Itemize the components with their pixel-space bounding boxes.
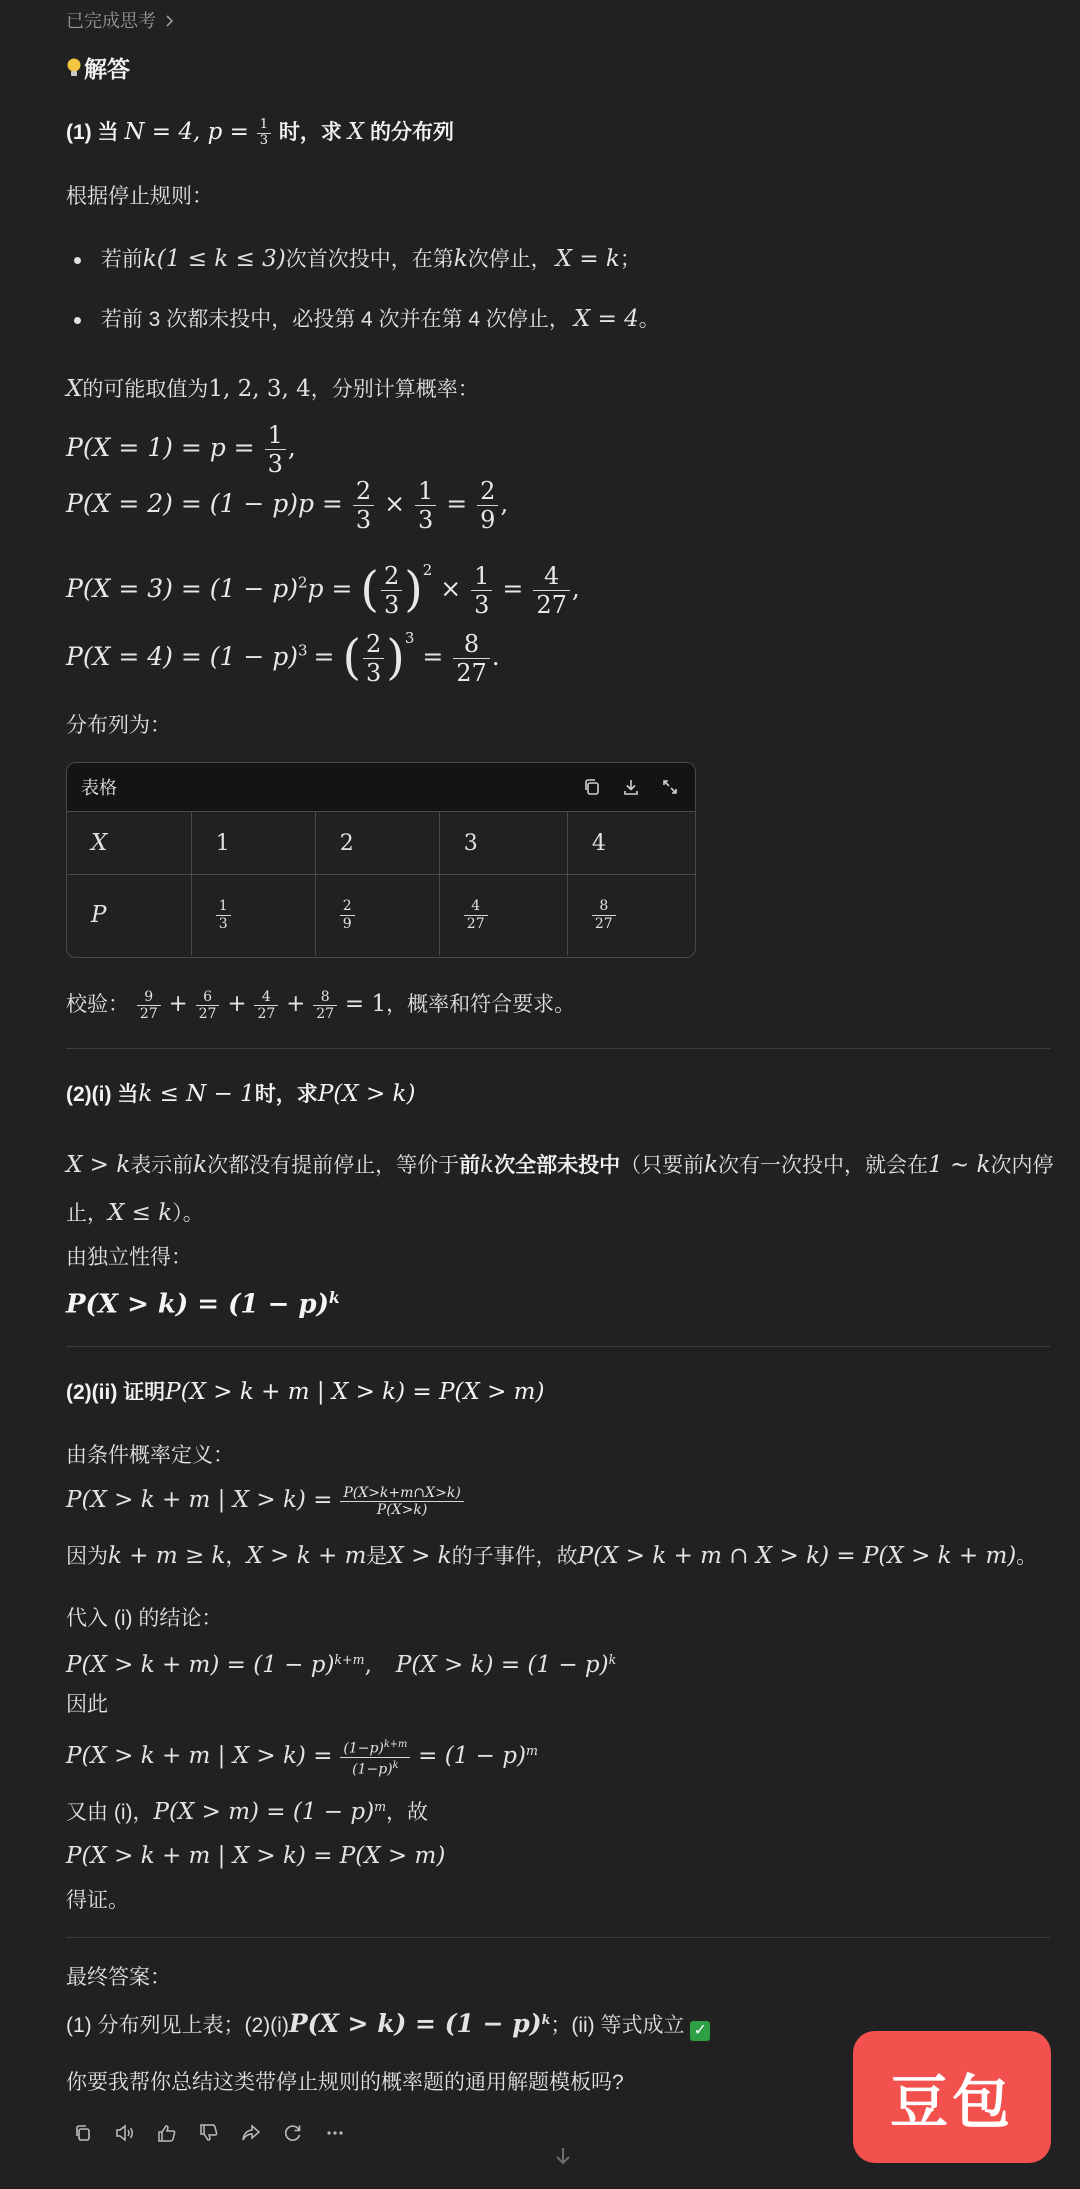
thumbs-up-icon[interactable] bbox=[156, 2122, 178, 2144]
sub-eq1: P(X > k + m) = (1 − p) bbox=[66, 1652, 335, 1678]
table-cell: 1 bbox=[191, 812, 315, 875]
final-equation bbox=[66, 1839, 445, 1874]
final-answer-line bbox=[66, 2003, 710, 2043]
fraction-den: 3 bbox=[257, 133, 271, 149]
check-prefix: 校验： bbox=[66, 993, 129, 1016]
check-line bbox=[66, 986, 575, 1023]
line1-range: 1 ∼ k bbox=[928, 1152, 991, 1178]
open-paren: ( bbox=[342, 630, 361, 686]
also-text-b: ，故 bbox=[386, 1801, 429, 1824]
because-text-c: 是 bbox=[366, 1545, 388, 1568]
eq4-end: . bbox=[491, 642, 500, 671]
part2i-heading-mid: 时，求 bbox=[254, 1083, 318, 1106]
because-eq2: X > k + m bbox=[246, 1543, 367, 1569]
ratio-den-base: (1−p) bbox=[352, 1761, 393, 1778]
eq3-end: , bbox=[571, 574, 580, 603]
fraction-num: 8 bbox=[463, 630, 480, 658]
equation-p2 bbox=[66, 474, 508, 534]
sub-exp2: k bbox=[608, 1652, 617, 1667]
answer-title bbox=[66, 54, 130, 86]
table-cell bbox=[315, 875, 439, 956]
final-part2: ；(ii) 等式成立 bbox=[550, 2014, 685, 2037]
ratio-lhs: P(X > k + m | X > k) = bbox=[66, 1743, 333, 1769]
part2ii-heading-prefix: (2)(ii) 证明 bbox=[66, 1381, 166, 1404]
eq3-times: × bbox=[440, 574, 462, 603]
part1-heading-fraction bbox=[257, 118, 271, 149]
table-row-x bbox=[67, 812, 695, 875]
final-eq: P(X > k + m | X > k) = P(X > m) bbox=[66, 1843, 446, 1869]
eq4-mid: = bbox=[313, 642, 335, 671]
eq4-fraction-result bbox=[453, 630, 490, 687]
eq1-fraction bbox=[265, 421, 286, 478]
fraction-den: 3 bbox=[363, 658, 384, 687]
part2i-heading bbox=[66, 1078, 415, 1111]
bullet2-end: 。 bbox=[638, 308, 660, 331]
fraction-den: 3 bbox=[265, 449, 286, 478]
doubao-logo[interactable]: 豆包 bbox=[853, 2031, 1051, 2163]
line1-k2: k bbox=[704, 1152, 719, 1178]
fraction-num: 8 bbox=[599, 898, 609, 915]
plus-sign: + bbox=[286, 991, 306, 1017]
ratio-equation bbox=[66, 1728, 538, 1780]
values-var: X bbox=[66, 376, 83, 402]
download-icon[interactable] bbox=[620, 776, 642, 798]
expand-icon[interactable] bbox=[659, 776, 681, 798]
table-cell bbox=[191, 875, 315, 956]
also-eq: P(X > m) = (1 − p) bbox=[153, 1799, 375, 1825]
fraction-num: 1 bbox=[259, 116, 269, 132]
distribution-grid bbox=[67, 811, 695, 955]
fraction-num: 1 bbox=[218, 898, 228, 915]
table-cell: 2 bbox=[315, 812, 439, 875]
values-set: 1, 2, 3, 4 bbox=[208, 376, 311, 402]
ratio-exp: m bbox=[525, 1743, 538, 1758]
chevron-right-icon bbox=[165, 11, 175, 31]
part2i-heading-cond: k ≤ N − 1 bbox=[138, 1081, 255, 1107]
bullet1-text-c: 次停止， bbox=[467, 248, 552, 271]
ratio-num-exp: k+m bbox=[383, 1739, 408, 1751]
bullet1-range: (1 ≤ k ≤ 3) bbox=[156, 246, 286, 272]
divider bbox=[66, 1346, 1050, 1347]
also-exp: m bbox=[374, 1799, 387, 1814]
distribution-table bbox=[66, 762, 696, 958]
ratio-den-exp: k bbox=[392, 1759, 399, 1771]
bullet1-end: ； bbox=[619, 248, 641, 271]
values-text-c: ，分别计算概率： bbox=[310, 378, 479, 401]
bullet-item-2 bbox=[66, 304, 660, 335]
equation-p4 bbox=[66, 604, 500, 693]
fraction-num: 4 bbox=[471, 898, 481, 915]
also-line bbox=[66, 1790, 428, 1830]
part2i-heading-target: P(X > k) bbox=[317, 1081, 416, 1107]
followup-question: 你要我帮你总结这类带停止规则的概率题的通用解题模板吗? bbox=[66, 2071, 624, 2094]
part1-heading-suffix: 的分布列 bbox=[369, 121, 454, 144]
eq2-lhs: P(X = 2) = (1 − p)p = bbox=[66, 489, 343, 518]
open-paren: ( bbox=[360, 562, 379, 618]
part2ii-heading bbox=[66, 1376, 544, 1409]
sub-separator: , bbox=[364, 1652, 372, 1678]
bullet1-eq: X = k bbox=[555, 246, 620, 272]
table-row-p bbox=[67, 875, 695, 956]
fraction-den: 3 bbox=[381, 590, 402, 619]
also-text-a: 又由 (i)， bbox=[66, 1801, 154, 1824]
bullet-dot bbox=[74, 317, 81, 324]
fraction-den: 3 bbox=[353, 505, 374, 534]
line2-eq: X ≤ k bbox=[108, 1200, 173, 1226]
line1-text-f: 次内停 bbox=[990, 1154, 1054, 1177]
bullet-item-1 bbox=[66, 244, 641, 275]
eq4-power: 3 bbox=[404, 629, 415, 647]
check-fraction bbox=[313, 989, 337, 1022]
substitute-intro: 代入 (i) 的结论： bbox=[66, 1607, 223, 1630]
eq3-mid: p = bbox=[307, 574, 353, 603]
substitute-equation bbox=[66, 1642, 616, 1684]
because-eq: k + m ≥ k bbox=[108, 1543, 226, 1569]
fraction-num: 9 bbox=[144, 988, 154, 1005]
eq2-fraction-1 bbox=[353, 477, 374, 534]
fraction-num: 2 bbox=[383, 562, 400, 590]
share-icon[interactable] bbox=[240, 2122, 262, 2144]
fraction-num: 6 bbox=[203, 988, 213, 1005]
plus-sign: + bbox=[227, 991, 247, 1017]
fraction-den: 9 bbox=[477, 505, 498, 534]
check-mark-icon: ✓ bbox=[690, 2021, 710, 2041]
def-lhs: P(X > k + m | X > k) = bbox=[66, 1487, 333, 1513]
check-equals-one: = 1 bbox=[344, 991, 387, 1017]
qed: 得证。 bbox=[66, 1889, 129, 1912]
lightbulb-icon bbox=[66, 56, 82, 86]
rule-intro: 根据停止规则： bbox=[66, 185, 213, 208]
eq3-fraction-result bbox=[533, 562, 570, 619]
copy-icon[interactable] bbox=[581, 776, 603, 798]
eq1-lhs: P(X = 1) = p = bbox=[66, 433, 255, 462]
bullet1-k2: k bbox=[453, 246, 468, 272]
eq3-power: 2 bbox=[422, 561, 433, 579]
part1-heading-var: X bbox=[347, 119, 365, 145]
table-cell bbox=[567, 875, 695, 956]
table-cell: 4 bbox=[567, 812, 695, 875]
because-text-e: 。 bbox=[1016, 1545, 1038, 1568]
fraction-num: 1 bbox=[474, 562, 490, 590]
fraction-num: 4 bbox=[261, 988, 271, 1005]
answer-title-text: 解答 bbox=[84, 56, 130, 82]
because-line bbox=[66, 1539, 1037, 1574]
part2ii-heading-eq: P(X > k + m | X > k) = P(X > m) bbox=[165, 1379, 545, 1405]
table-cell bbox=[439, 875, 567, 956]
fraction-den: 27 bbox=[196, 1005, 220, 1022]
fraction-den: 27 bbox=[464, 915, 488, 932]
eq2-equals: = bbox=[446, 489, 468, 518]
dist-intro: 分布列为： bbox=[66, 714, 171, 737]
because-eq4: P(X > k + m ∩ X > k) = P(X > k + m) bbox=[577, 1543, 1017, 1569]
fraction-den: 9 bbox=[340, 915, 355, 932]
values-intro bbox=[66, 374, 479, 405]
because-text-a: 因为 bbox=[66, 1545, 108, 1568]
table-cell: 3 bbox=[439, 812, 567, 875]
eq3-equals: = bbox=[502, 574, 524, 603]
line1-text-d: （只要前 bbox=[620, 1154, 705, 1177]
because-eq3: X > k bbox=[387, 1543, 452, 1569]
independence-intro: 由独立性得： bbox=[66, 1246, 192, 1269]
eq2-end: , bbox=[500, 489, 509, 518]
fraction-den: 27 bbox=[592, 915, 616, 932]
close-paren: ) bbox=[404, 562, 423, 618]
thinking-status[interactable] bbox=[66, 6, 175, 36]
eq4-fraction-base bbox=[363, 630, 384, 687]
cond-def-equation bbox=[66, 1478, 466, 1523]
bullet1-k: k bbox=[142, 246, 157, 272]
prob-fraction bbox=[592, 898, 616, 931]
eq2-fraction-result bbox=[477, 477, 498, 534]
line2-text-a: 止， bbox=[66, 1202, 108, 1225]
thinking-status-label: 已完成思考 bbox=[66, 11, 156, 31]
line1-eq: X > k bbox=[66, 1152, 131, 1178]
line1-bold-2: 次全部未投中 bbox=[494, 1154, 621, 1177]
ratio-num-base: (1−p) bbox=[343, 1740, 384, 1757]
fraction-num: 1 bbox=[417, 477, 434, 505]
line1-bold: 前 bbox=[459, 1154, 481, 1177]
eq3-exp: 2 bbox=[297, 573, 308, 592]
line1-text-e: 次有一次投中，就会在 bbox=[718, 1154, 929, 1177]
bullet-dot bbox=[74, 257, 81, 264]
final-part-eq: P(X > k) = (1 − p) bbox=[288, 2009, 542, 2038]
fraction-den: 3 bbox=[216, 915, 231, 932]
eq3-lhs: P(X = 3) = (1 − p) bbox=[66, 574, 298, 603]
fraction-num: P(X>k+m∩X>k) bbox=[343, 1484, 461, 1501]
ratio-rhs: = (1 − p) bbox=[418, 1743, 526, 1769]
speaker-icon[interactable] bbox=[114, 2122, 136, 2144]
copy-icon[interactable] bbox=[72, 2122, 94, 2144]
eq1-end: , bbox=[287, 433, 296, 462]
eq4-exp: 3 bbox=[297, 641, 308, 660]
eq4-lhs: P(X = 4) = (1 − p) bbox=[66, 642, 298, 671]
fraction-num: 8 bbox=[320, 988, 330, 1005]
sub-eq2: P(X > k) = (1 − p) bbox=[395, 1652, 609, 1678]
prob-fraction bbox=[216, 898, 231, 931]
table-cell-head-p: P bbox=[67, 875, 191, 956]
table-title: 表格 bbox=[81, 778, 117, 798]
because-text-d: 的子事件，故 bbox=[451, 1545, 578, 1568]
plus-sign: + bbox=[168, 991, 188, 1017]
eq2-fraction-2 bbox=[415, 477, 436, 534]
therefore-label: 因此 bbox=[66, 1693, 108, 1716]
cond-def-intro: 由条件概率定义： bbox=[66, 1444, 234, 1467]
fraction-den: P(X>k) bbox=[340, 1501, 463, 1518]
fraction-den: 27 bbox=[453, 658, 490, 687]
check-fraction bbox=[137, 989, 161, 1022]
fraction-den: 27 bbox=[254, 1005, 278, 1022]
fraction-num: 4 bbox=[543, 562, 560, 590]
message-actions bbox=[72, 2122, 366, 2144]
divider bbox=[66, 1937, 1050, 1938]
thumbs-down-icon[interactable] bbox=[198, 2122, 220, 2144]
part1-heading-cond: N = 4, p = bbox=[124, 119, 249, 145]
divider bbox=[66, 1048, 1050, 1049]
fraction-num: 2 bbox=[342, 898, 352, 915]
line2-text-b: ）。 bbox=[172, 1202, 204, 1225]
because-text-b: ， bbox=[225, 1545, 247, 1568]
fraction-num bbox=[340, 1737, 410, 1757]
fraction-den: 27 bbox=[533, 590, 570, 619]
result-exponent: k bbox=[328, 1288, 340, 1307]
table-cell-head-x: X bbox=[67, 812, 191, 875]
part1-heading-mid: 时，求 bbox=[278, 121, 342, 144]
scroll-down-icon[interactable] bbox=[551, 2144, 575, 2168]
prob-fraction bbox=[340, 898, 355, 931]
fraction-den: 27 bbox=[313, 1005, 337, 1022]
part2i-explanation-line2 bbox=[66, 1196, 204, 1231]
fraction-num: 2 bbox=[480, 477, 496, 505]
check-suffix: ，概率和符合要求。 bbox=[386, 993, 576, 1016]
bullet1-text-a: 若前 bbox=[100, 248, 143, 271]
bullet2-eq: X = 4 bbox=[573, 306, 639, 332]
bullet1-text-b: 次首次投中，在第 bbox=[285, 248, 454, 271]
part2i-heading-prefix: (2)(i) 当 bbox=[66, 1083, 139, 1106]
more-icon[interactable] bbox=[324, 2122, 346, 2144]
check-fraction bbox=[196, 989, 220, 1022]
fraction-den bbox=[340, 1757, 410, 1778]
close-paren: ) bbox=[386, 630, 405, 686]
sub-exp1: k+m bbox=[334, 1652, 365, 1667]
final-answer-label: 最终答案： bbox=[66, 1966, 171, 1989]
table-header bbox=[67, 763, 695, 811]
part1-heading-prefix: (1) 当 bbox=[66, 121, 119, 144]
fraction-num: 2 bbox=[355, 477, 372, 505]
ratio-fraction bbox=[340, 1737, 410, 1778]
regenerate-icon[interactable] bbox=[282, 2122, 304, 2144]
bullet2-text-a: 若前 3 次都未投中，必投第 4 次并在第 4 次停止， bbox=[100, 308, 570, 331]
eq4-equals: = bbox=[422, 642, 444, 671]
result-expression: P(X > k) = (1 − p) bbox=[66, 1289, 329, 1320]
part2i-result bbox=[66, 1280, 340, 1323]
part2i-explanation-line1 bbox=[66, 1148, 1054, 1183]
line1-text-b: 表示前 bbox=[130, 1154, 194, 1177]
line1-k: k bbox=[193, 1152, 208, 1178]
equation-p1 bbox=[66, 418, 296, 478]
line1-bold-k: k bbox=[480, 1152, 495, 1178]
fraction-num: 2 bbox=[365, 630, 382, 658]
eq2-times: × bbox=[384, 489, 406, 518]
final-part-exp: k bbox=[541, 2012, 551, 2027]
fraction-den: 3 bbox=[415, 505, 436, 534]
fraction-den: 27 bbox=[137, 1005, 161, 1022]
fraction-num: 1 bbox=[267, 421, 283, 449]
values-text: 的可能取值为 bbox=[82, 378, 209, 401]
line1-text-c: 次都没有提前停止，等价于 bbox=[207, 1154, 460, 1177]
final-part1: (1) 分布列见上表；(2)(i) bbox=[66, 2014, 289, 2037]
check-fraction bbox=[254, 989, 278, 1022]
fraction-den: 3 bbox=[471, 590, 492, 619]
prob-fraction bbox=[464, 898, 488, 931]
def-fraction bbox=[340, 1485, 463, 1518]
part1-heading bbox=[66, 117, 454, 149]
